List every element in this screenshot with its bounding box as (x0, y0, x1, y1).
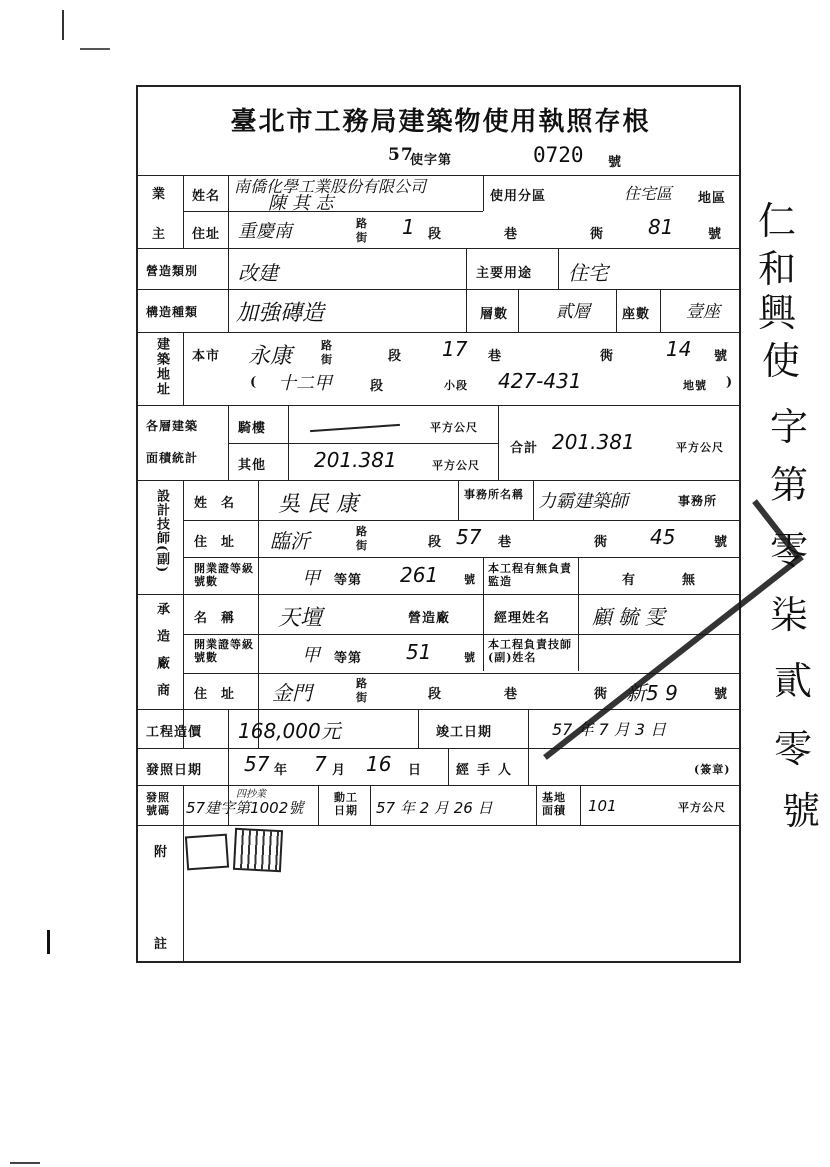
side-mark-3: 興 (758, 291, 797, 335)
supervise-yes: 有 (622, 573, 637, 588)
site-road: 路 (321, 339, 333, 352)
start-date-label: 動工日期 (334, 791, 358, 817)
designer-name: 吳 民 康 (278, 492, 358, 517)
permit-type: 使字第 (410, 153, 453, 168)
site-paren-open: ( (250, 375, 258, 390)
manager-value: 顧 毓 雯 (592, 605, 665, 629)
permit-number: 0720 (533, 143, 584, 167)
site-paren-close: ) (726, 375, 734, 390)
manager-label: 經理姓名 (494, 611, 551, 626)
address-value: 重慶南 (238, 221, 292, 242)
site-lot: 地號 (683, 379, 707, 392)
contractor-section: 段 (428, 687, 443, 702)
form-title: 臺北市工務局建築物使用執照存根 (230, 107, 651, 137)
designer-license-suffix: 號 (464, 573, 476, 586)
cost-label: 工程造價 (146, 725, 203, 740)
site-city: 本市 (192, 349, 221, 364)
side-mark-10: 零 (774, 727, 813, 771)
permit-form (136, 85, 741, 963)
designer-addr-value: 臨沂 (270, 529, 310, 553)
designer-addr-label: 住址 (194, 535, 249, 550)
designer-license-label: 開業證等級號數 (194, 562, 254, 588)
addr-alley: 衖 (590, 227, 605, 242)
handler-label: 經手人 (456, 763, 520, 778)
addr-section: 段 (428, 227, 443, 242)
contractor-number: 號 (714, 687, 729, 702)
issue-date-label: 發照日期 (146, 763, 203, 778)
floors-label: 層數 (480, 307, 509, 322)
addr-street: 街 (356, 231, 368, 244)
contractor-label: 承造廠商 (154, 602, 169, 710)
notes-label-1: 附 (154, 845, 169, 860)
contractor-addr-value: 金門 (272, 681, 312, 705)
site-district: 段 (370, 379, 385, 394)
contractor-license-value: 51 (406, 640, 432, 664)
addr-road: 路 (356, 217, 368, 230)
area-label-1: 各層建築 (146, 419, 199, 433)
construction-type-value: 改建 (238, 261, 278, 285)
scan-mark (80, 48, 110, 50)
other-unit: 平方公尺 (432, 459, 480, 472)
completion-value: 57 年 7 月 3 日 (552, 720, 667, 739)
side-mark-4: 使 (762, 339, 801, 383)
base-area-value: 101 (588, 797, 617, 815)
contractor-license-suffix: 號 (464, 651, 476, 664)
side-mark-11: 號 (782, 789, 821, 833)
seal-stamp (185, 834, 229, 871)
base-area-unit: 平方公尺 (678, 801, 726, 814)
site-lane-value: 17 (442, 337, 468, 361)
contractor-license-label: 開業證等級號數 (194, 638, 254, 664)
addr-section-value: 1 (402, 215, 415, 239)
applicant-label-1: 業 (152, 187, 167, 202)
side-mark-8: 柒 (770, 593, 809, 637)
buildings-value: 壹座 (686, 302, 720, 322)
designer-number-value: 45 (650, 525, 676, 549)
site-number-value: 14 (666, 337, 692, 361)
seal-stamp (233, 828, 283, 872)
site-section: 段 (388, 349, 403, 364)
tech-label: 本工程負責技師(副)姓名 (488, 638, 572, 664)
issue-year: 57 (244, 752, 270, 776)
designer-street: 街 (356, 539, 368, 552)
arcade-strike (310, 424, 400, 432)
scan-mark (47, 930, 50, 954)
other-value: 201.381 (314, 448, 397, 472)
site-road-value: 永康 (248, 344, 293, 369)
applicant-label-2: 主 (152, 227, 167, 242)
office-value: 力霸建築師 (538, 491, 628, 512)
cost-value: 168,000元 (238, 719, 341, 743)
permit-suffix: 號 (608, 155, 623, 170)
site-lane: 巷 (488, 349, 503, 364)
contractor-addr-label: 住址 (194, 687, 249, 702)
total-value: 201.381 (552, 430, 635, 454)
issue-day: 16 (366, 752, 392, 776)
designer-label: 設計技師(副) (154, 489, 169, 574)
contractor-road: 路 (356, 677, 368, 690)
contractor-street: 街 (356, 691, 368, 704)
designer-license-mid: 等第 (334, 573, 363, 588)
floors-value: 貳層 (556, 302, 590, 322)
designer-license-value: 261 (400, 563, 439, 587)
addr-number-value: 81 (648, 215, 674, 239)
contractor-name-label: 名稱 (194, 611, 249, 626)
contractor-lane: 巷 (504, 687, 519, 702)
total-label: 合計 (510, 441, 539, 456)
contractor-license-mid: 等第 (334, 651, 363, 666)
contractor-number-value: 新5 9 (626, 681, 678, 705)
site-label: 建築地址 (154, 337, 169, 397)
site-lot-value: 427-431 (498, 369, 582, 393)
applicant-name-2: 陳 其 志 (268, 193, 334, 214)
designer-license-grade: 甲 (302, 568, 320, 589)
address-label: 住址 (192, 227, 221, 242)
site-district-value: 十二甲 (278, 373, 332, 394)
issue-day-unit: 日 (408, 763, 423, 778)
side-mark-1: 仁 (758, 199, 797, 243)
site-number: 號 (714, 349, 729, 364)
build-permit-note: 四抄業 (236, 789, 266, 800)
side-mark-5: 字 (770, 405, 809, 449)
contractor-license-grade: 甲 (302, 645, 320, 666)
office-label: 事務所名稱 (464, 488, 524, 501)
issue-month-unit: 月 (332, 763, 347, 778)
arcade-unit: 平方公尺 (430, 421, 478, 434)
side-mark-6: 第 (770, 463, 809, 507)
side-mark-7: 零 (770, 529, 809, 573)
designer-section: 段 (428, 535, 443, 550)
applicant-name: 南僑化學工業股份有限公司 (234, 177, 427, 196)
designer-alley: 衖 (594, 535, 609, 550)
notes-label-2: 註 (154, 937, 169, 952)
scan-mark (62, 10, 64, 40)
completion-label: 竣工日期 (436, 725, 493, 740)
designer-number: 號 (714, 535, 729, 550)
total-unit: 平方公尺 (676, 441, 724, 454)
supervise-label: 本工程有無負責監造 (488, 562, 572, 588)
office-suffix: 事務所 (678, 494, 718, 508)
addr-lane: 巷 (504, 227, 519, 242)
area-label-2: 面積統計 (146, 451, 199, 465)
site-subsection: 小段 (444, 379, 468, 392)
contractor-alley: 衖 (594, 687, 609, 702)
structure-label: 構造種類 (146, 305, 199, 319)
side-mark-9: 貳 (774, 659, 813, 703)
supervise-no: 無 (682, 573, 697, 588)
zone-value: 住宅區 (624, 184, 673, 203)
addr-number: 號 (708, 227, 723, 242)
site-alley: 衖 (600, 349, 615, 364)
build-permit-value: 57建字第1002號 (186, 799, 304, 817)
site-street: 街 (321, 353, 333, 366)
permit-year: 57 (388, 145, 414, 165)
buildings-label: 座數 (622, 307, 651, 322)
main-use-value: 住宅 (568, 261, 608, 285)
start-date-value: 57 年 2 月 26 日 (376, 799, 493, 817)
handler-sign: (簽章) (694, 763, 731, 776)
build-permit-label: 發照號碼 (146, 791, 170, 817)
designer-lane-value: 57 (456, 525, 482, 549)
arcade-label: 騎樓 (238, 421, 267, 436)
designer-lane: 巷 (498, 535, 513, 550)
issue-year-unit: 年 (274, 763, 289, 778)
base-area-label: 基地面積 (542, 791, 566, 817)
issue-month: 7 (314, 752, 327, 776)
name-label: 姓名 (192, 189, 221, 204)
scan-mark (10, 1162, 40, 1164)
designer-road: 路 (356, 525, 368, 538)
contractor-name-suffix: 營造廠 (408, 611, 451, 626)
zone-suffix: 地區 (698, 191, 727, 206)
construction-type-label: 營造類別 (146, 264, 199, 278)
designer-name-label: 姓名 (194, 496, 249, 511)
contractor-name: 天壇 (278, 606, 323, 631)
other-label: 其他 (238, 458, 267, 473)
main-use-label: 主要用途 (476, 266, 533, 281)
structure-value: 加強磚造 (236, 301, 325, 326)
zone-label: 使用分區 (490, 189, 547, 204)
side-mark-2: 和 (758, 247, 797, 291)
